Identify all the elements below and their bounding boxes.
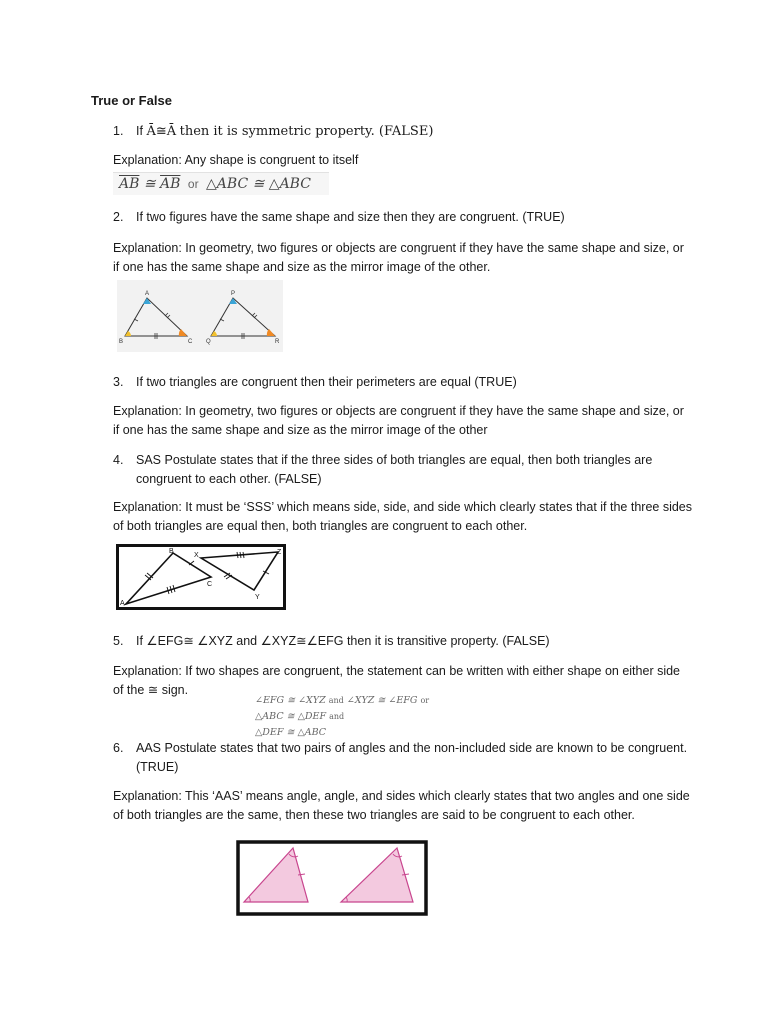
question-number: 1. [113,124,124,138]
question-text: SAS Postulate states that if the three sides of both triangles are equal, then both triangles are congruent to each other. (FALSE) [136,453,653,486]
label-z: Z [277,549,282,556]
question-prefix: If [136,124,143,138]
explanation-6: Explanation: This ‘AAS’ means angle, angle, and sides which clearly states that two angles and one side of both triangles are the same, then these two triangles are said to be congruent to each other. [113,789,690,822]
label-x: X [194,552,199,559]
question-rest: then it is symmetric property. (FALSE) [179,124,434,139]
page-heading: True or False [91,93,172,108]
label-b: B [169,548,174,555]
label-r: R [275,339,280,345]
question-text: If two triangles are congruent then their perimeters are equal (TRUE) [136,375,517,389]
triangles-aas-figure [236,840,428,916]
label-a: A [145,291,150,297]
label-c: C [188,339,193,345]
explanation-3: Explanation: In geometry, two figures or objects are congruent if they have the same shape and size, or if one has the same shape and size as the mirror image of the other [113,404,684,437]
explanation-5: Explanation: If two shapes are congruent, the statement can be written with either shape on either side of the ≅ sign. [113,664,681,697]
question-text: If two figures have the same shape and size then they are congruent. (TRUE) [136,210,565,224]
question-text: If ∠EFG≅ ∠XYZ and ∠XYZ≅∠EFG then it is transitive property. (FALSE) [136,634,550,648]
question-number: 6. [113,741,124,755]
question-number: 3. [113,375,124,389]
question-number: 2. [113,210,124,224]
or-word: or [420,696,430,705]
label-a: A [120,600,125,607]
angle-congruence-1: ∠EFG ≅ ∠XYZ [255,695,326,706]
and-word-2: and [329,712,345,721]
or-word: or [187,177,199,191]
label-b: B [119,339,124,345]
segment-ab: $\overline{AB}$ [119,176,140,192]
segment-ab-2: $\overline{AB}$ [160,176,181,192]
question-number: 4. [113,453,124,467]
label-c: C [207,581,213,588]
and-word-1: and [328,696,344,705]
triangle-congruence-2: △DEF ≅ △ABC [255,727,327,738]
explanation-4: Explanation: It must be ‘SSS’ which means side, side, and side which clearly states that if the three sides of both triangles are equal then, both triangles are congruent to each other. [113,500,692,533]
question-text: AAS Postulate states that two pairs of angles and the non-included side are known to be congruent. (TRUE) [136,741,688,774]
figure-background [117,280,283,352]
question-text [136,122,693,141]
explanation-1: Explanation: Any shape is congruent to itself [113,153,359,167]
explanation-2: Explanation: In geometry, two figures or objects are congruent if they have the same shape and size, or if one has the same shape and size as the mirror image of the other. [113,241,684,274]
label-p: P [231,291,236,297]
label-q: Q [206,339,211,345]
triangle-congruence: △ABC ≅ △ABC [206,176,311,192]
triangles-abc-pqr-figure [117,280,283,352]
triangles-abc-xyz-figure [116,544,286,610]
label-y: Y [255,594,260,601]
question-expression: Ā≅Ā [146,124,177,139]
math-example-1 [113,172,329,195]
question-number: 5. [113,634,124,648]
congruent-symbol: ≅ [143,176,156,192]
math-example-5 [255,693,460,741]
triangle-congruence-1: △ABC ≅ △DEF [255,711,327,722]
angle-congruence-2: ∠XYZ ≅ ∠EFG [346,695,418,706]
